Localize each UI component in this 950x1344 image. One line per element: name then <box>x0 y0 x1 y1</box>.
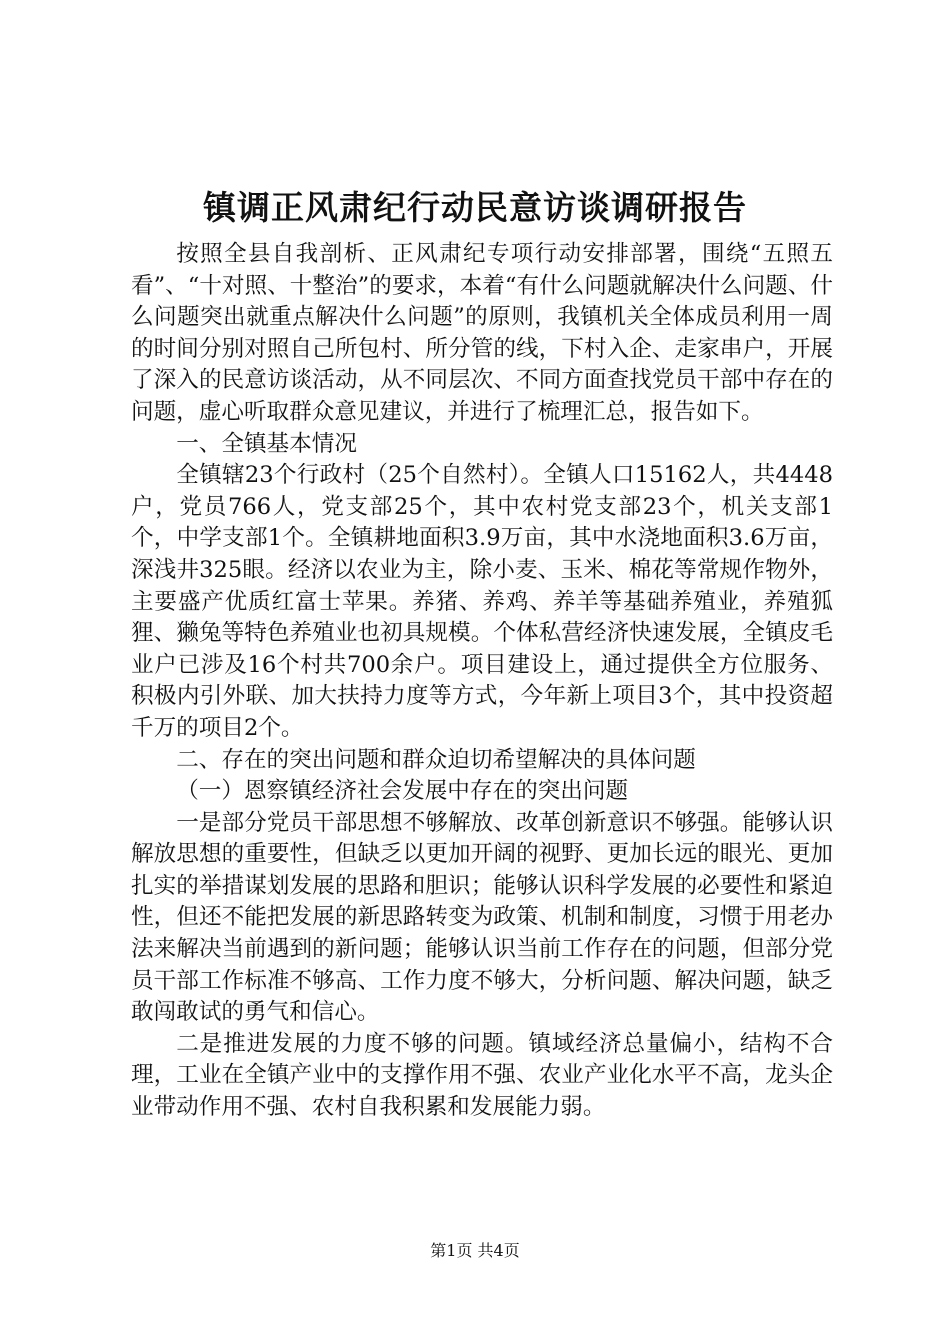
problem-paragraph-2: 二是推进发展的力度不够的问题。镇域经济总量偏小，结构不合理，工业在全镇产业中的支撑作用不强、农业产业化水平不高，龙头企业带动作用不强、农村自我积累和发展能力弱。 <box>131 1030 833 1121</box>
problem-paragraph-1: 一是部分党员干部思想不够解放、改革创新意识不够强。能够认识解放思想的重要性，但缺乏以更加开阔的视野、更加长远的眼光、更加扎实的举措谋划发展的思路和胆识；能够认识科学发展的必要性和紧迫性，但还不能把发展的新思路转变为政策、机制和制度，习惯于用老办法来解决当前遇到的新问题；能够认识当前工作存在的问题，但部分党员干部工作标准不够高、工作力度不够大，分析问题、解决问题，缺乏敢闯敢试的勇气和信心。 <box>131 809 833 1026</box>
page-footer: 第1页 共4页 <box>430 1241 520 1260</box>
section-heading-basic-info: 一、全镇基本情况 <box>176 430 357 457</box>
section-heading-problems: 二、存在的突出问题和群众迫切希望解决的具体问题 <box>176 746 696 773</box>
document-title: 镇调正风肃纪行动民意访谈调研报告 <box>203 188 747 227</box>
basic-info-paragraph: 全镇辖23个行政村（25个自然村）。全镇人口15162人，共4448户，党员766人，党支部25个，其中农村党支部23个，机关支部1个，中学支部1个。全镇耕地面积3.9万亩，其中水浇地面积3.6万亩，深浅井325眼。经济以农业为主，除小麦、玉米、棉花等常规作物外，主要盛产优质红富士苹果。养猪、养鸡、养羊等基础养殖业，养殖狐狸、獭兔等特色养殖业也初具规模。个体私营经济快速发展，全镇皮毛业户已涉及16个村共700余户。项目建设上，通过提供全方位服务、积极内引外联、加大扶持力度等方式，今年新上项目3个，其中投资超千万的项目2个。 <box>131 462 833 741</box>
document-body <box>131 239 833 1124</box>
subsection-heading-1: （一）恩察镇经济社会发展中存在的突出问题 <box>176 778 629 805</box>
intro-paragraph: 按照全县自我剖析、正风肃纪专项行动安排部署，围绕“五照五看”、“十对照、十整治”的要求，本着“有什么问题就解决什么问题、什么问题突出就重点解决什么问题”的原则，我镇机关全体成员利用一周的时间分别对照自己所包村、所分管的线，下村入企、走家串户，开展了深入的民意访谈活动，从不同层次、不同方面查找党员干部中存在的问题，虚心听取群众意见建议，并进行了梳理汇总，报告如下。 <box>131 241 833 425</box>
